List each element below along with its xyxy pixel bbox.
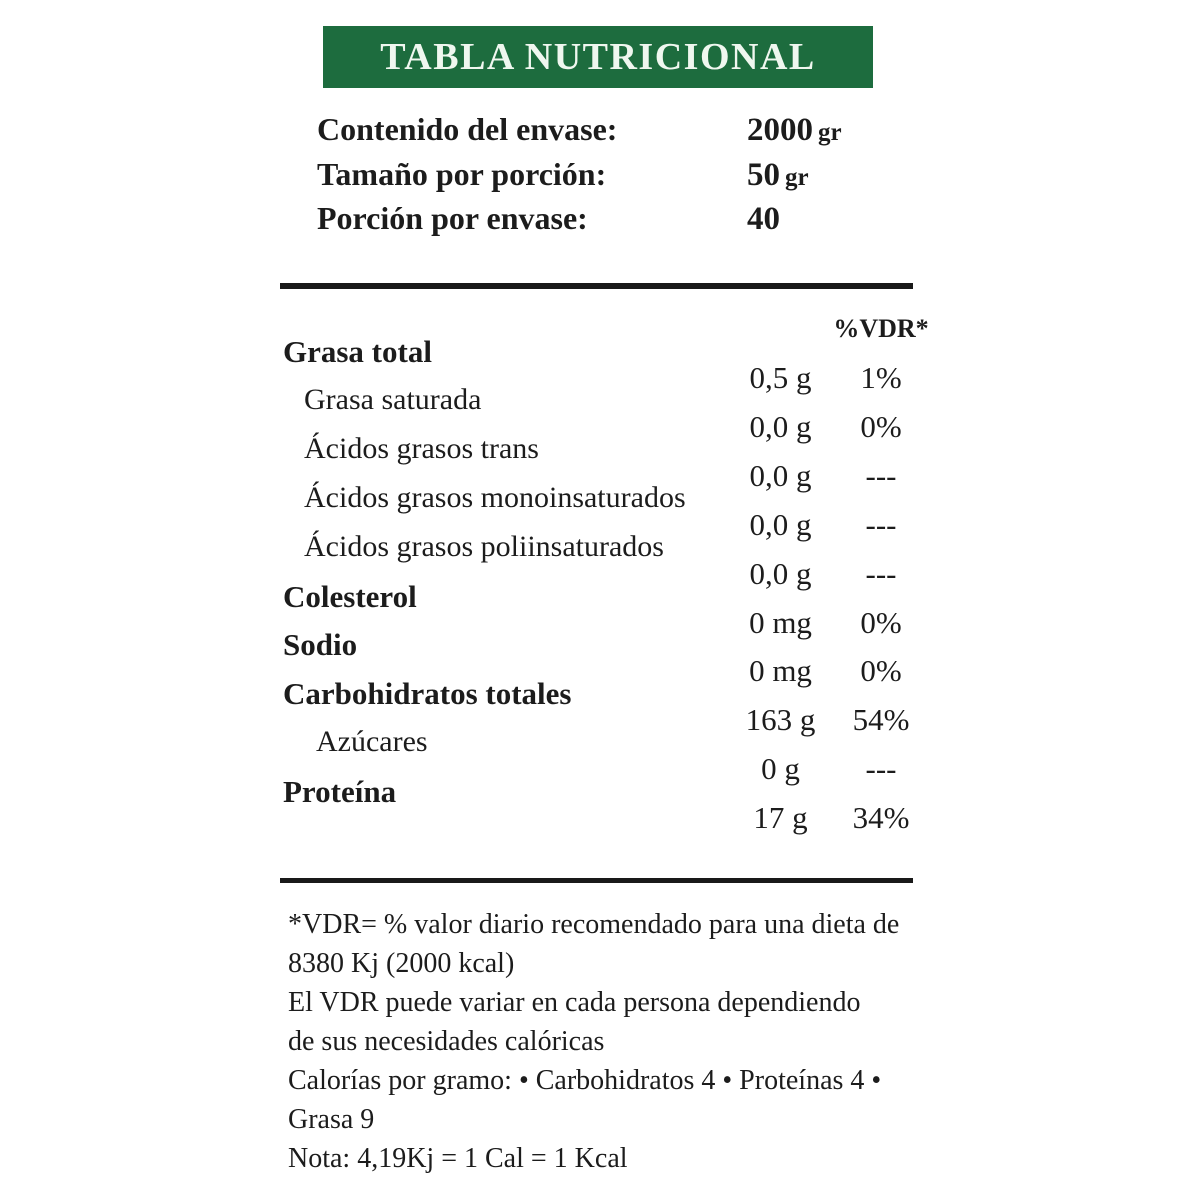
footnote-line: *VDR= % valor diario recomendado para una dieta de	[288, 909, 900, 940]
nutrient-vdr: ---	[865, 555, 897, 591]
nutrient-label: Ácidos grasos poliinsaturados	[304, 529, 664, 563]
nutrient-amount: 17 g	[753, 800, 808, 836]
nutrient-label: Sodio	[283, 627, 358, 663]
nutrient-vdr: 34%	[852, 800, 910, 836]
package-info-row	[317, 152, 842, 197]
nutrient-label: Ácidos grasos monoinsaturados	[304, 480, 686, 514]
nutrient-vdr: 0%	[860, 408, 902, 444]
nutrient-amount: 0,0 g	[749, 457, 812, 493]
nutrient-amount: 0,0 g	[749, 408, 812, 444]
nutrient-vdr: 0%	[860, 653, 902, 689]
nutrient-amount: 0 mg	[749, 604, 812, 640]
footnote-line: Grasa 9	[288, 1104, 375, 1135]
package-info	[317, 107, 842, 241]
footnote-line: 8380 Kj (2000 kcal)	[288, 948, 515, 979]
vdr-column-header: %VDR*	[833, 314, 929, 343]
page-title: TABLA NUTRICIONAL	[380, 36, 816, 78]
info-label: Contenido del envase:	[317, 111, 618, 147]
nutrient-label: Ácidos grasos trans	[304, 431, 539, 465]
nutrient-label: Grasa total	[283, 334, 432, 369]
package-info-row	[317, 107, 842, 152]
divider-bottom	[280, 878, 913, 883]
nutrient-vdr: ---	[865, 457, 897, 493]
info-unit: gr	[818, 119, 842, 146]
footnote-line: Calorías por gramo: • Carbohidratos 4 • Proteínas 4 •	[288, 1065, 882, 1096]
footnotes	[288, 905, 899, 1178]
nutrient-label: Grasa saturada	[304, 382, 482, 416]
info-value: 40	[747, 201, 780, 237]
nutrient-vdr: ---	[865, 751, 897, 787]
title-banner	[323, 26, 873, 88]
nutrient-amount: 0,5 g	[749, 360, 812, 395]
nutrient-label: Azúcares	[316, 725, 428, 759]
nutrient-vdr: 54%	[852, 702, 910, 738]
info-value: 2000	[747, 112, 813, 148]
nutrient-label: Colesterol	[283, 578, 417, 614]
nutrient-label: Proteína	[283, 774, 397, 810]
nutrient-vdr: 0%	[860, 604, 902, 640]
info-unit: gr	[785, 163, 809, 191]
nutrient-amount: 0 mg	[749, 653, 812, 689]
info-value: 50	[747, 156, 780, 193]
nutrient-amount: 0,0 g	[749, 506, 812, 542]
info-label: Tamaño por porción:	[317, 155, 607, 192]
nutrient-amount: 0,0 g	[749, 555, 812, 591]
package-info-row	[317, 196, 842, 241]
nutrient-vdr: ---	[865, 506, 897, 542]
nutrient-amount: 163 g	[745, 702, 816, 738]
footnote-line: Nota: 4,19Kj = 1 Cal = 1 Kcal	[288, 1143, 628, 1174]
divider-top	[280, 283, 913, 289]
footnote-line: El VDR puede variar en cada persona dependiendo	[288, 987, 861, 1018]
footnote-line: de sus necesidades calóricas	[288, 1026, 605, 1057]
nutrient-vdr: 1%	[860, 360, 902, 395]
nutrient-amount: 0 g	[761, 751, 800, 787]
nutrient-label: Carbohidratos totales	[283, 676, 572, 712]
info-label: Porción por envase:	[317, 200, 588, 236]
